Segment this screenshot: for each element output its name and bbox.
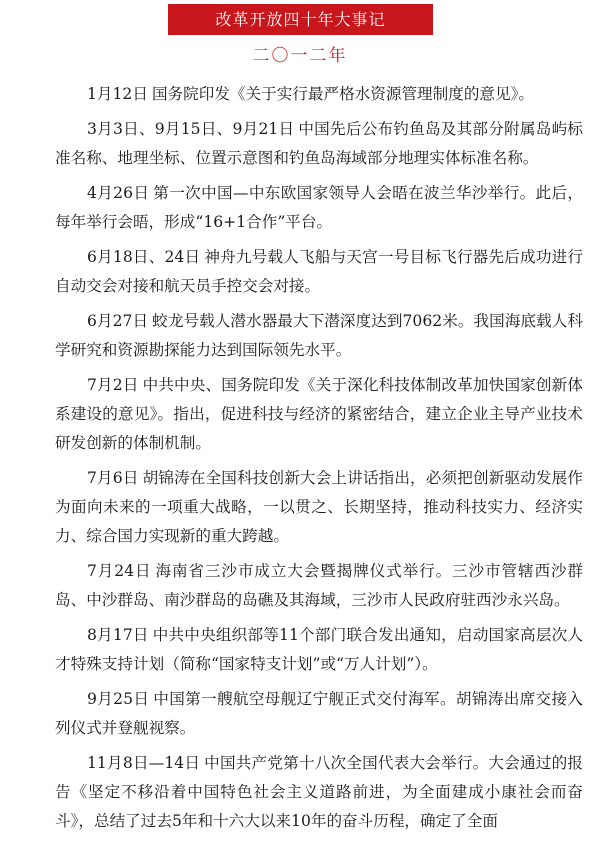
event-text: 中国先后公布钓鱼岛及其部分附属岛屿标准名称、地理坐标、位置示意图和钓鱼岛海域部分地理实体标准名称。 xyxy=(55,120,583,167)
event-date: 8月17日 xyxy=(87,626,149,644)
year-heading: 二〇一二年 xyxy=(252,46,348,66)
event-item xyxy=(55,557,583,615)
event-text: 蛟龙号载人潜水器最大下潜深度达到7062米。我国海底载人科学研究和资源勘探能力达到国际领先水平。 xyxy=(55,312,584,359)
event-date: 6月18日、24日 xyxy=(87,248,201,266)
event-date: 7月6日 xyxy=(87,469,139,487)
event-item xyxy=(55,307,583,365)
event-item xyxy=(55,243,583,301)
event-text: 中国第一艘航空母舰辽宁舰正式交付海军。胡锦涛出席交接入列仪式并登舰视察。 xyxy=(55,690,583,737)
event-text: 第一次中国—中东欧国家领导人会晤在波兰华沙举行。此后，每年举行会晤，形成“16+1合作”平台。 xyxy=(55,184,583,231)
event-list xyxy=(55,80,583,842)
event-item xyxy=(55,464,583,551)
event-date: 7月2日 xyxy=(87,376,139,394)
event-text: 中共中央组织部等11个部门联合发出通知，启动国家高层次人才特殊支持计划（简称“国家特支计划”或“万人计划”）。 xyxy=(55,626,584,673)
event-date: 7月24日 xyxy=(87,562,152,580)
event-text: 中国共产党第十八次全国代表大会举行。大会通过的报告《坚定不移沿着中国特色社会主义道路前进，为全面建成小康社会而奋斗》，总结了过去5年和十六大以来10年的奋斗历程，确定了全面 xyxy=(55,754,583,830)
event-item xyxy=(55,621,583,679)
header-banner xyxy=(168,4,433,35)
event-item xyxy=(55,371,583,458)
event-text: 国务院印发《关于实行最严格水资源管理制度的意见》。 xyxy=(151,85,534,103)
event-text: 中共中央、国务院印发《关于深化科技体制改革加快国家创新体系建设的意见》。指出，促进科技与经济的紧密结合，建立企业主导产业技术研发创新的体制机制。 xyxy=(55,376,583,452)
event-item xyxy=(55,115,583,173)
event-date: 4月26日 xyxy=(87,184,150,202)
event-date: 11月8日—14日 xyxy=(87,754,201,772)
event-date: 1月12日 xyxy=(87,85,148,103)
banner-title: 改革开放四十年大事记 xyxy=(215,10,386,29)
event-text: 神舟九号载人飞船与天宫一号目标飞行器先后成功进行自动交会对接和航天员手控交会对接。 xyxy=(55,248,583,295)
event-date: 6月27日 xyxy=(87,312,149,330)
event-date: 3月3日、9月15日、9月21日 xyxy=(87,120,295,138)
event-text: 胡锦涛在全国科技创新大会上讲话指出，必须把创新驱动发展作为面向未来的一项重大战略，一以贯之、长期坚持，推动科技实力、经济实力、综合国力实现新的重大跨越。 xyxy=(55,469,583,545)
event-item xyxy=(55,685,583,743)
event-item xyxy=(55,179,583,237)
event-text: 海南省三沙市成立大会暨揭牌仪式举行。三沙市管辖西沙群岛、中沙群岛、南沙群岛的岛礁及其海域，三沙市人民政府驻西沙永兴岛。 xyxy=(55,562,583,609)
event-date: 9月25日 xyxy=(87,690,150,708)
event-item xyxy=(55,80,583,109)
event-item xyxy=(55,749,583,836)
